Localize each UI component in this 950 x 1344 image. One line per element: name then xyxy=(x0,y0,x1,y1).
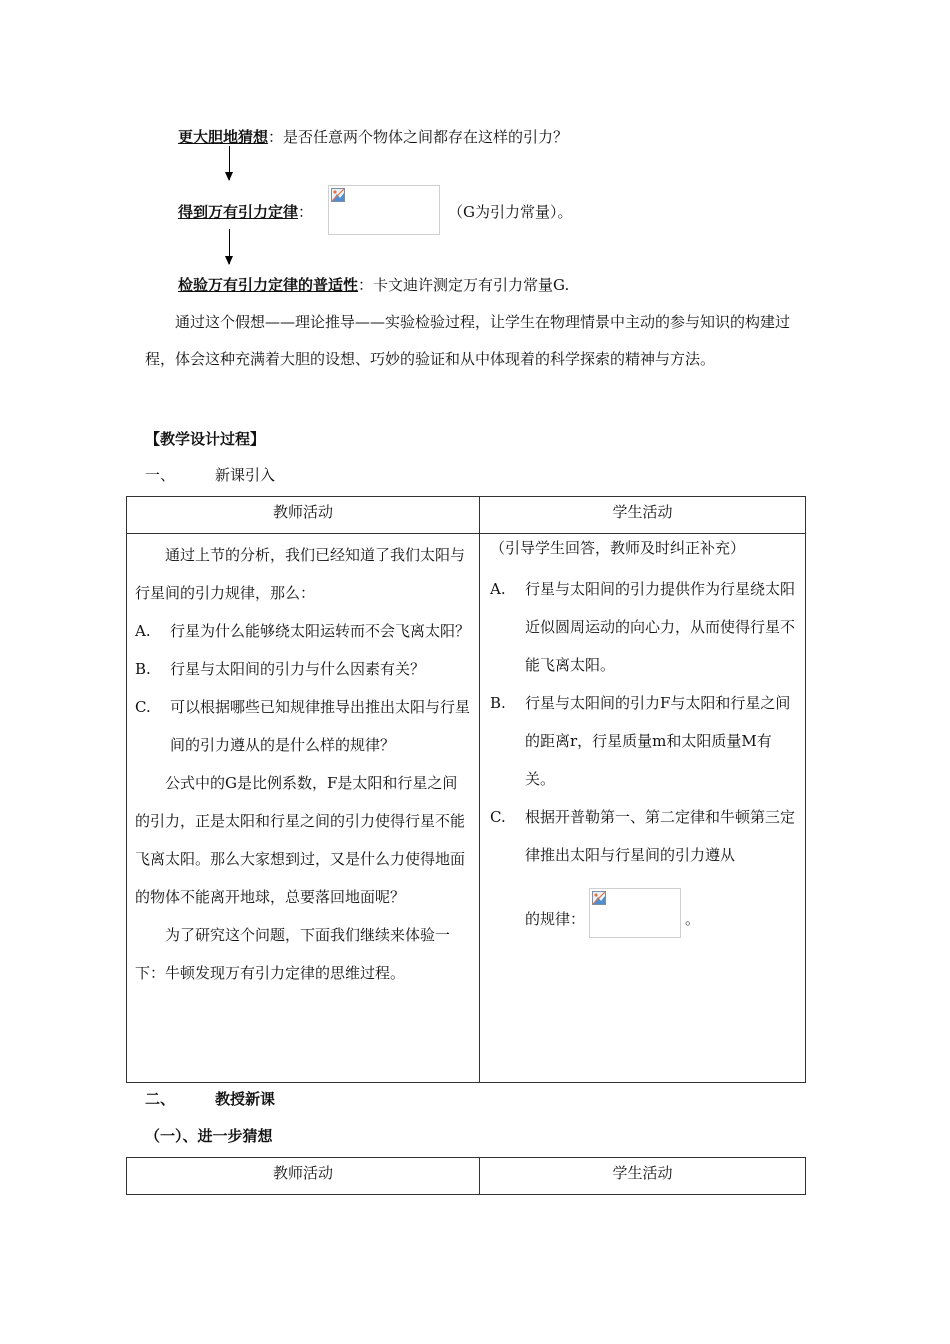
teacher-paragraph-2: 公式中的G是比例系数，F是太阳和行星之间的引力，正是太阳和行星之间的引力使得行星不能飞离太阳。那么大家想到过，又是什么力使得地面的物体不能离开地球，总要落回地面呢？ xyxy=(135,774,466,906)
flow-step-guess-text: ：是否任意两个物体之间都存在这样的引力？ xyxy=(268,128,569,146)
teacher-intro: 通过上节的分析，我们已经知道了我们太阳与行星间的引力规律，那么： xyxy=(135,546,466,602)
student-formula-suffix: 。 xyxy=(685,910,701,928)
flow-step-guess xyxy=(178,126,568,147)
new-lesson-activity-table xyxy=(126,1157,806,1195)
student-column-header-2: 学生活动 xyxy=(480,1158,806,1195)
student-answer-c xyxy=(490,798,795,874)
student-answer-c-label: C. xyxy=(490,808,506,826)
flow-step-law xyxy=(178,201,313,222)
section-2-heading xyxy=(145,1088,275,1109)
student-formula-prefix: 的规律： xyxy=(525,910,586,928)
student-answer-a xyxy=(490,570,795,684)
student-answer-c-formula xyxy=(490,888,795,938)
teacher-question-a-label: A. xyxy=(135,622,151,640)
formula-image-placeholder xyxy=(328,185,440,235)
flow-arrow-1 xyxy=(229,146,230,180)
student-column-header: 学生活动 xyxy=(480,497,806,534)
teacher-column-header-2: 教师活动 xyxy=(127,1158,480,1195)
law-formula-image-placeholder xyxy=(589,888,681,938)
subsection-heading: （一）、进一步猜想 xyxy=(145,1127,273,1145)
teacher-question-b-text: 行星与太阳间的引力与什么因素有关？ xyxy=(170,660,426,678)
flow-step-law-label: 得到万有引力定律 xyxy=(178,203,299,221)
section-2-number: 二、 xyxy=(145,1090,176,1108)
teacher-question-c xyxy=(135,688,471,764)
student-answer-b-label: B. xyxy=(490,694,506,712)
gravity-constant-note: （G为引力常量）。 xyxy=(448,203,573,221)
intro-activity-table xyxy=(126,496,806,1083)
student-answer-a-label: A. xyxy=(490,580,506,598)
teacher-question-a-text: 行星为什么能够绕太阳运转而不会飞离太阳？ xyxy=(170,622,471,640)
section-2-title: 教授新课 xyxy=(215,1090,276,1108)
broken-image-icon xyxy=(331,188,345,202)
section-1-number: 一、 xyxy=(145,466,176,484)
student-answer-a-text: 行星与太阳间的引力提供作为行星绕太阳近似圆周运动的向心力，从而使得行星不能飞离太阳。 xyxy=(525,580,796,674)
flow-step-guess-label: 更大胆地猜想 xyxy=(178,128,269,146)
teacher-activity-cell xyxy=(127,534,480,1083)
teacher-question-c-text: 可以根据哪些已知规律推导出推出太阳与行星间的引力遵从的是什么样的规律？ xyxy=(170,698,471,754)
flow-step-verify-text: ：卡文迪许测定万有引力常量G. xyxy=(358,276,570,294)
teacher-column-header: 教师活动 xyxy=(127,497,480,534)
broken-image-icon xyxy=(592,891,606,905)
student-answer-c-text: 根据开普勒第一、第二定律和牛顿第三定律推出太阳与行星间的引力遵从 xyxy=(525,808,796,864)
flow-arrow-2 xyxy=(229,229,230,264)
flow-step-verify xyxy=(178,274,569,295)
student-answer-b-text: 行星与太阳间的引力F与太阳和行星之间的距离r，行星质量m和太阳质量M有关。 xyxy=(525,694,791,788)
summary-paragraph: 通过这个假想——理论推导——实验检验过程，让学生在物理情景中主动的参与知识的构建过程，体会这种充满着大胆的设想、巧妙的验证和从中体现着的科学探索的精神与方法。 xyxy=(145,313,791,368)
teacher-paragraph-3: 为了研究这个问题，下面我们继续来体验一下：牛顿发现万有引力定律的思维过程。 xyxy=(135,926,451,982)
teacher-question-b xyxy=(135,650,471,688)
flow-step-law-colon: ： xyxy=(298,203,314,221)
student-intro: （引导学生回答，教师及时纠正补充） xyxy=(490,539,746,557)
section-1-title: 新课引入 xyxy=(215,466,276,484)
student-answer-b xyxy=(490,684,795,798)
teacher-question-c-label: C. xyxy=(135,698,151,716)
student-activity-cell xyxy=(480,534,806,1083)
design-heading: 【教学设计过程】 xyxy=(145,430,266,448)
flow-step-verify-label: 检验万有引力定律的普适性 xyxy=(178,276,359,294)
teacher-question-b-label: B. xyxy=(135,660,151,678)
section-1-heading xyxy=(145,464,275,485)
teacher-question-a xyxy=(135,612,471,650)
